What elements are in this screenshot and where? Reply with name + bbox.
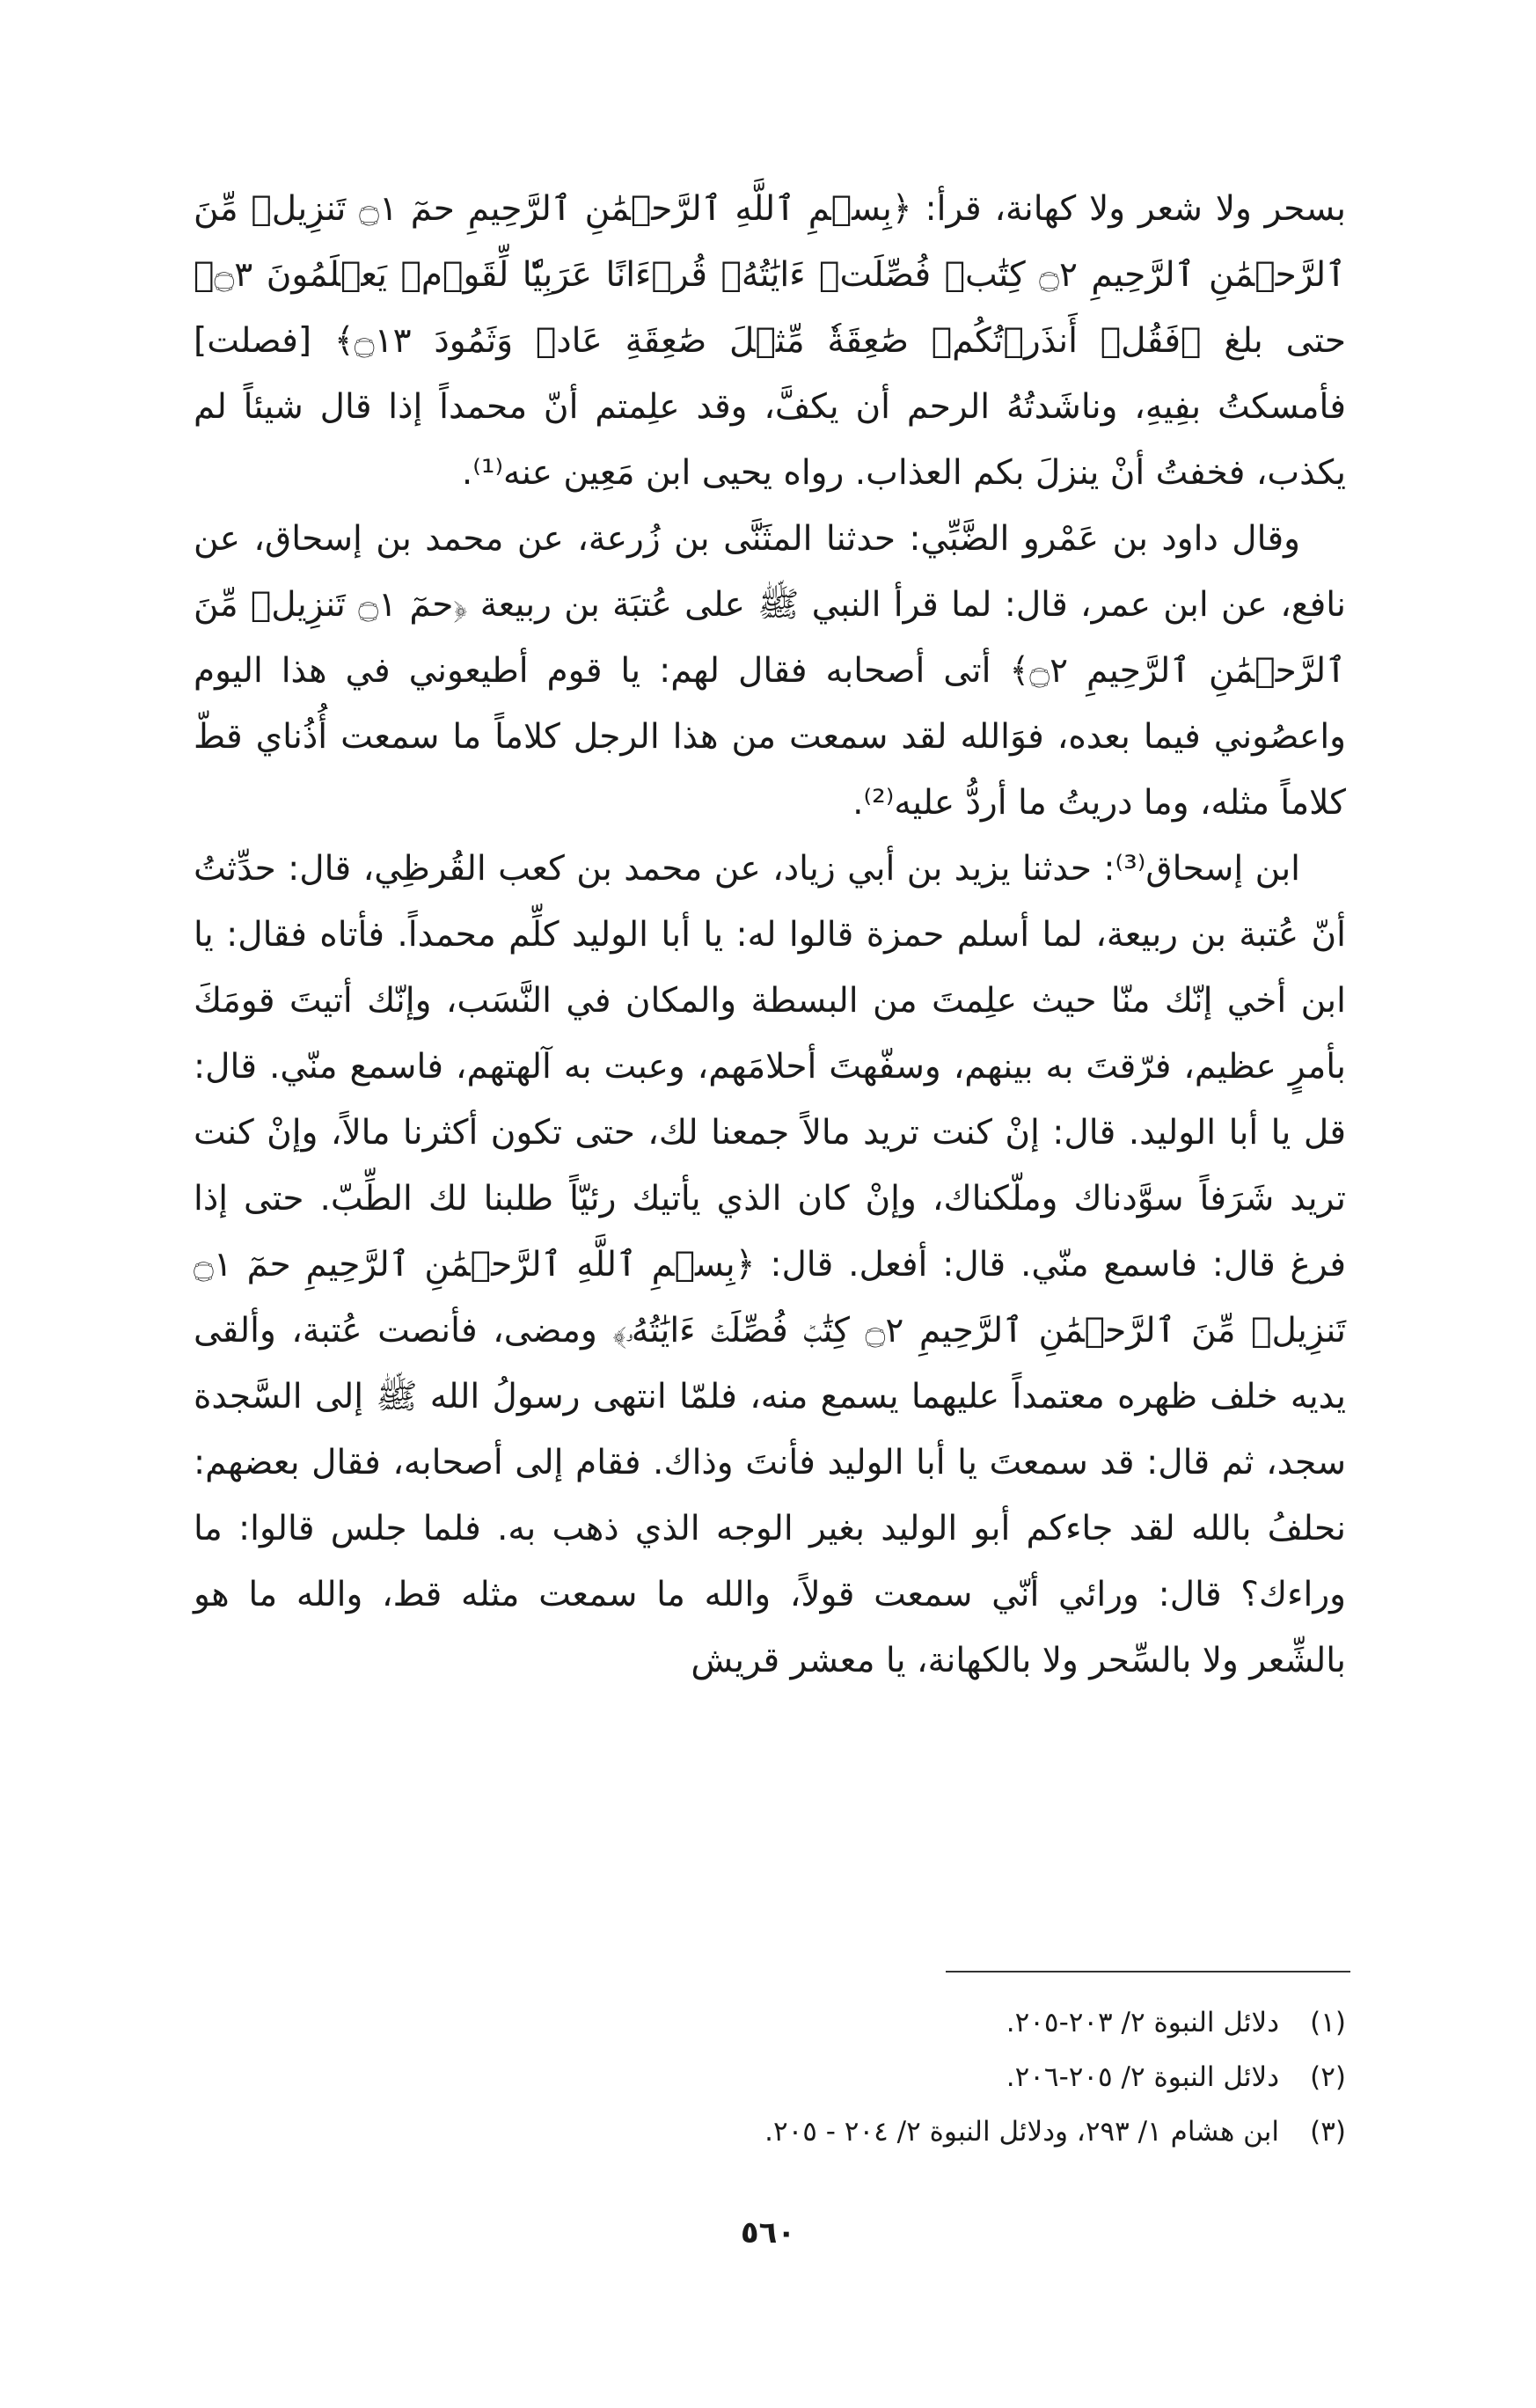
paragraph-2: وقال داود بن عَمْرو الضَّبِّي: حدثنا المثَنَّى بن زُرعة، عن محمد بن إسحاق، عن نافع، عن ابن عمر، قال: لما قرأ النبي ﷺ على عُتبَة بن ربيعة ﴿حمٓ ۝١ تَنزِيلٞ مِّنَ ٱلرَّحۡمَٰنِ ٱلرَّحِيمِ ۝٢﴾ أتى أصحابه فقال لهم: يا قوم أطيعوني في هذا اليوم واعصُوني فيما بعده، فوَالله لقد سمعت من هذا الرجل كلاماً ما سمعت أُذُناي قطّ كلاماً مثله، وما دريتُ ما أردُّ عليه⁽²⁾. [194,519,1347,823]
footnote-3 [194,2104,1346,2159]
footnote-1 [194,1995,1346,2050]
main-text [194,176,1346,1694]
paragraph-1: بسحر ولا شعر ولا كهانة، قرأ: ﴿بِسۡمِ ٱللَّهِ ٱلرَّحۡمَٰنِ ٱلرَّحِيمِ حمٓ ۝١ تَنزِيلٞ مِّنَ ٱلرَّحۡمَٰنِ ٱلرَّحِيمِ ۝٢ كِتَٰبٞ فُصِّلَتۡ ءَايَٰتُهُۥ قُرۡءَانًا عَرَبِيّٗا لِّقَوۡمٖ يَعۡلَمُونَ ۝٣﴾ حتى بلغ ﴿فَقُلۡ أَنذَرۡتُكُمۡ صَٰعِقَةٗ مِّثۡلَ صَٰعِقَةِ عَادٖ وَثَمُودَ ۝١٣﴾ [فصلت] فأمسكتُ بفِيهِ، وناشَدتُهُ الرحم أن يكفَّ، وقد علِمتم أنّ محمداً إذا قال شيئاً لم يكذب، فخفتُ أنْ ينزلَ بكم العذاب. رواه يحيى ابن مَعِين عنه⁽¹⁾. [194,189,1347,493]
footnote-2 [194,2050,1346,2104]
footnotes-divider [946,1971,1350,1973]
footnote-text: ابن هشام ١/ ٢٩٣، ودلائل النبوة ٢/ ٢٠٤ - ٢٠٥. [764,2116,1279,2148]
page-number: ٥٦٠ [740,2215,796,2251]
footnote-number: (١) [1310,2007,1346,2038]
footnote-number: (٢) [1310,2061,1346,2093]
paragraph-3: ابن إسحاق⁽³⁾: حدثنا يزيد بن أبي زياد، عن محمد بن كعب القُرظِي، قال: حدِّثتُ أنّ عُتبة بن ربيعة، لما أسلم حمزة قالوا له: يا أبا الوليد كلِّم محمداً. فأتاه فقال: يا ابن أخي إنّك منّا حيث علِمتَ من البسطة والمكان في النَّسَب، وإنّك أتيتَ قومَكَ بأمرٍ عظيم، فرّقتَ به بينهم، وسفّهتَ أحلامَهم، وعبت به آلهتهم، فاسمع منّي. قال: قل يا أبا الوليد. قال: إنْ كنت تريد مالاً جمعنا لك، حتى تكون أكثرنا مالاً، وإنْ كنت تريد شَرَفاً سوَّدناك وملّكناك، وإنْ كان الذي يأتيك رئيّاً طلبنا لك الطِّبّ. حتى إذا فرغ قال: فاسمع منّي. قال: أفعل. قال: ﴿بِسۡمِ ٱللَّهِ ٱلرَّحۡمَٰنِ ٱلرَّحِيمِ حمٓ ۝١ تَنزِيلٞ مِّنَ ٱلرَّحۡمَٰنِ ٱلرَّحِيمِ ۝٢ كِتَٰبٞ فُصِّلَتۡ ءَايَٰتُهُۥ﴾ ومضى، فأنصت عُتبة، وألقى يديه خلف ظهره معتمداً عليهما يسمع منه، فلمّا انتهى رسولُ الله ﷺ إلى السَّجدة سجد، ثم قال: قد سمعتَ يا أبا الوليد فأنتَ وذاك. فقام إلى أصحابه، فقال بعضهم: نحلفُ بالله لقد جاءكم أبو الوليد بغير الوجه الذي ذهب به. فلما جلس قالوا: ما وراءك؟ قال: ورائي أنّي سمعت قولاً، والله ما سمعت مثله قط، والله ما هو بالشِّعر ولا بالسِّحر ولا بالكهانة، يا معشر قريش [194,849,1346,1680]
footnotes [194,1995,1346,2159]
footnote-text: دلائل النبوة ٢/ ٢٠٣-٢٠٥. [1006,2007,1279,2038]
footnote-number: (٣) [1310,2116,1346,2148]
footnote-text: دلائل النبوة ٢/ ٢٠٥-٢٠٦. [1006,2061,1279,2093]
